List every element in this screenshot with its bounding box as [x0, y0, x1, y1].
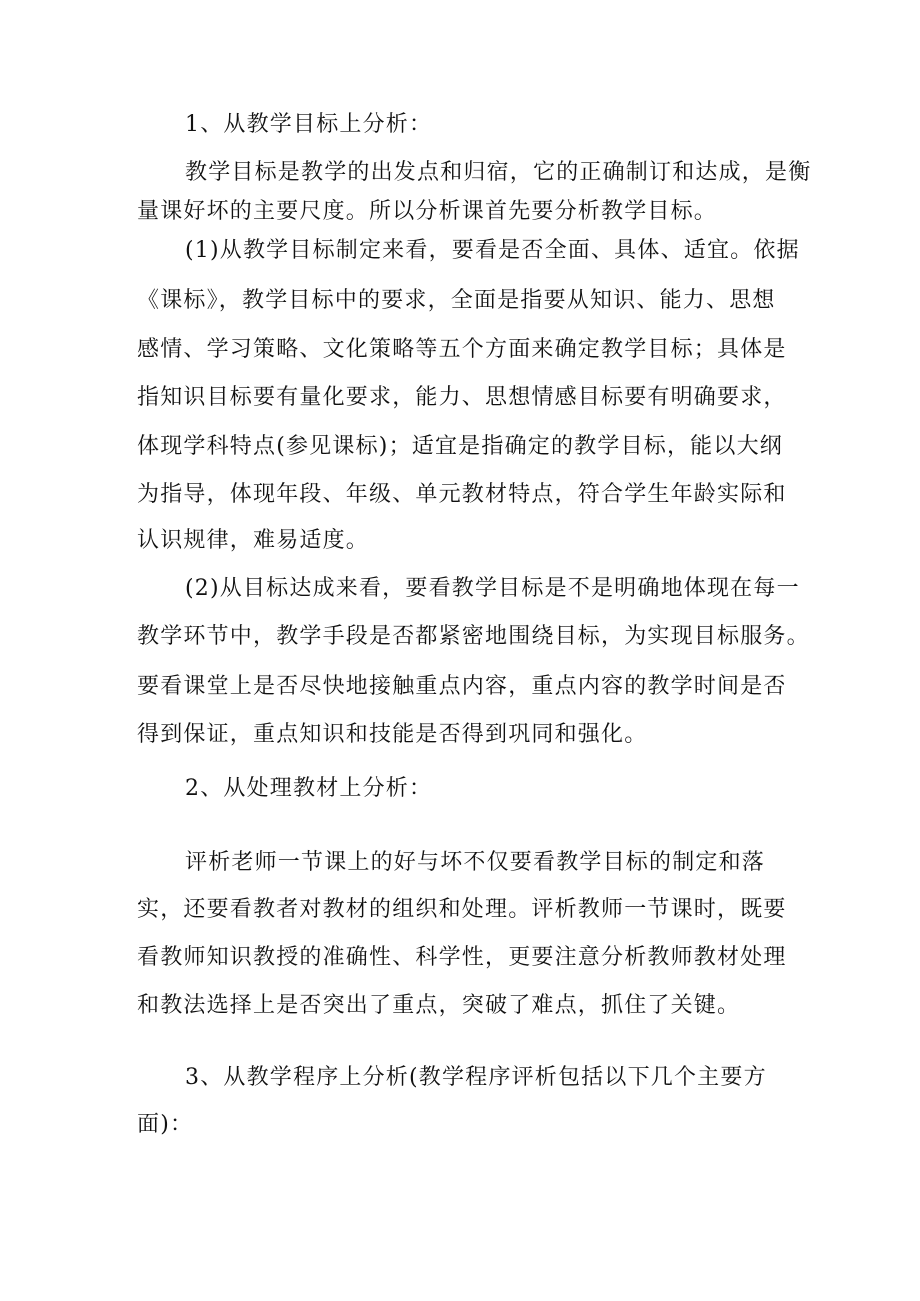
paragraph-line: 教学目标是教学的出发点和归宿，它的正确制订和达成，是衡	[185, 160, 812, 185]
paragraph-line: 要看课堂上是否尽快地接触重点内容，重点内容的教学时间是否	[137, 674, 787, 699]
paragraph-line: 认识规律，难易适度。	[137, 528, 370, 553]
paragraph-line: 为指导，体现年段、年级、单元教材特点，符合学生年龄实际和	[137, 482, 787, 507]
paragraph-line: 面)：	[137, 1112, 194, 1137]
paragraph-line: 教学环节中，教学手段是否都紧密地围绕目标，为实现目标服务。	[137, 624, 810, 649]
paragraph-line: 量课好坏的主要尺度。所以分析课首先要分析教学目标。	[137, 199, 718, 224]
heading-teaching-goals: 1、从教学目标上分析：	[185, 112, 433, 137]
paragraph-line: 《课标》，教学目标中的要求，全面是指要从知识、能力、思想	[137, 288, 776, 313]
heading-textbook-handling: 2、从处理教材上分析：	[185, 776, 433, 801]
paragraph-line: 实，还要看教者对教材的组织和处理。评析教师一节课时，既要	[137, 897, 787, 922]
paragraph-line: 看教师知识教授的准确性、科学性，更要注意分析教师教材处理	[137, 945, 787, 970]
paragraph-line: (2)从目标达成来看，要看教学目标是不是明确地体现在每一	[185, 576, 800, 601]
paragraph-line: 体现学科特点(参见课标)；适宜是指确定的教学目标，能以大纲	[137, 434, 783, 459]
paragraph-line: 和教法选择上是否突出了重点，突破了难点，抓住了关键。	[137, 993, 741, 1018]
paragraph-line: 感情、学习策略、文化策略等五个方面来确定教学目标；具体是	[137, 337, 787, 362]
paragraph-line: 评析老师一节课上的好与坏不仅要看教学目标的制定和落	[185, 850, 766, 875]
heading-teaching-procedure: 3、从教学程序上分析(教学程序评析包括以下几个主要方	[185, 1065, 767, 1090]
paragraph-line: (1)从教学目标制定来看，要看是否全面、具体、适宜。依据	[185, 238, 800, 263]
paragraph-line: 指知识目标要有量化要求，能力、思想情感目标要有明确要求，	[137, 385, 787, 410]
paragraph-line: 得到保证，重点知识和技能是否得到巩同和强化。	[137, 722, 648, 747]
